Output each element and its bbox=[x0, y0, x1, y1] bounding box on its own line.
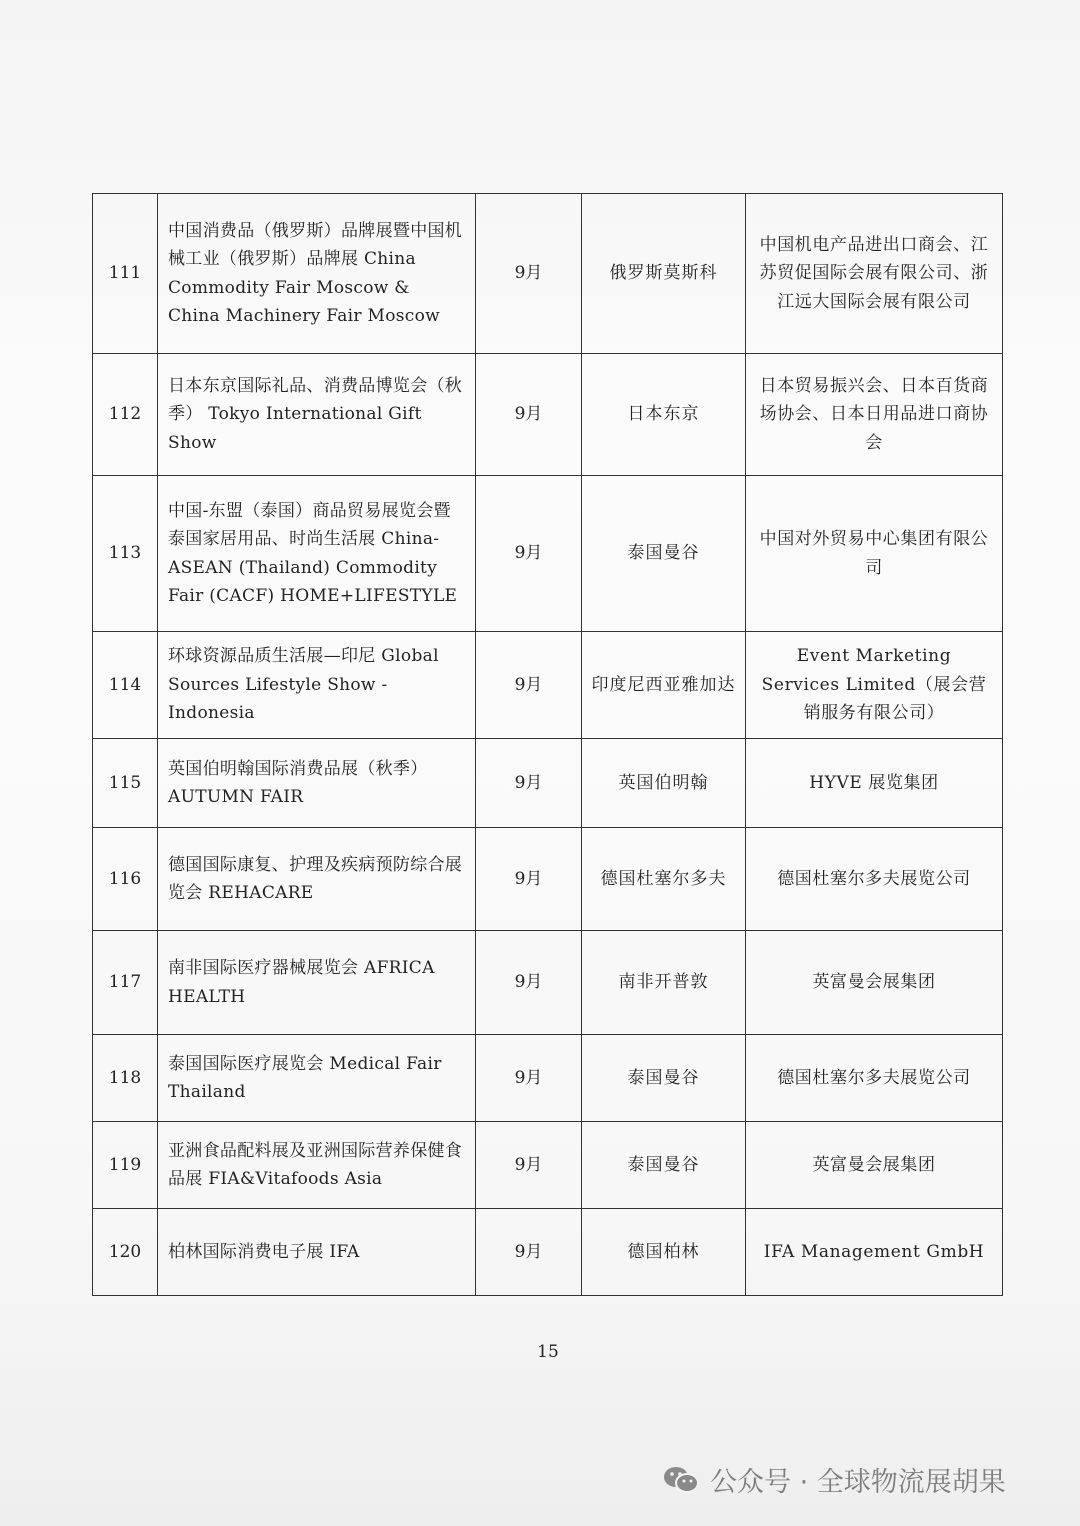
exhibition-month: 9月 bbox=[476, 354, 582, 476]
row-number: 120 bbox=[93, 1209, 158, 1296]
exhibition-organizer: 中国机电产品进出口商会、江苏贸促国际会展有限公司、浙江远大国际会展有限公司 bbox=[746, 194, 1003, 354]
exhibition-name: 中国消费品（俄罗斯）品牌展暨中国机械工业（俄罗斯）品牌展 China Commodity Fair Moscow & China Machinery Fair Moscow bbox=[158, 194, 476, 354]
row-number: 116 bbox=[93, 828, 158, 931]
exhibition-name: 泰国国际医疗展览会 Medical Fair Thailand bbox=[158, 1035, 476, 1122]
exhibition-name: 日本东京国际礼品、消费品博览会（秋季） Tokyo International Gift Show bbox=[158, 354, 476, 476]
exhibition-organizer: IFA Management GmbH bbox=[746, 1209, 1003, 1296]
exhibition-place: 日本东京 bbox=[582, 354, 746, 476]
exhibition-month: 9月 bbox=[476, 1209, 582, 1296]
table-row bbox=[93, 194, 1003, 354]
exhibition-name: 南非国际医疗器械展览会 AFRICA HEALTH bbox=[158, 931, 476, 1035]
exhibition-month: 9月 bbox=[476, 194, 582, 354]
table-row bbox=[93, 828, 1003, 931]
table-row bbox=[93, 1209, 1003, 1296]
exhibition-organizer: 德国杜塞尔多夫展览公司 bbox=[746, 1035, 1003, 1122]
exhibition-month: 9月 bbox=[476, 931, 582, 1035]
row-number: 112 bbox=[93, 354, 158, 476]
row-number: 113 bbox=[93, 476, 158, 632]
wechat-icon bbox=[662, 1464, 700, 1496]
exhibition-place: 泰国曼谷 bbox=[582, 476, 746, 632]
exhibition-place: 德国柏林 bbox=[582, 1209, 746, 1296]
table-row bbox=[93, 1122, 1003, 1209]
page-number: 15 bbox=[537, 1342, 559, 1362]
exhibition-organizer: 日本贸易振兴会、日本百货商场协会、日本日用品进口商协会 bbox=[746, 354, 1003, 476]
exhibition-table bbox=[92, 193, 1003, 1296]
row-number: 115 bbox=[93, 739, 158, 828]
table-row bbox=[93, 476, 1003, 632]
watermark-text: 公众号 · 全球物流展胡果 bbox=[710, 1467, 1006, 1498]
exhibition-month: 9月 bbox=[476, 1122, 582, 1209]
exhibition-name: 英国伯明翰国际消费品展（秋季） AUTUMN FAIR bbox=[158, 739, 476, 828]
row-number: 117 bbox=[93, 931, 158, 1035]
exhibition-place: 泰国曼谷 bbox=[582, 1035, 746, 1122]
exhibition-organizer: 德国杜塞尔多夫展览公司 bbox=[746, 828, 1003, 931]
exhibition-place: 德国杜塞尔多夫 bbox=[582, 828, 746, 931]
watermark bbox=[662, 1460, 1006, 1499]
exhibition-month: 9月 bbox=[476, 476, 582, 632]
exhibition-place: 英国伯明翰 bbox=[582, 739, 746, 828]
exhibition-name: 亚洲食品配料展及亚洲国际营养保健食品展 FIA&Vitafoods Asia bbox=[158, 1122, 476, 1209]
exhibition-month: 9月 bbox=[476, 632, 582, 739]
exhibition-month: 9月 bbox=[476, 1035, 582, 1122]
exhibition-name: 德国国际康复、护理及疾病预防综合展览会 REHACARE bbox=[158, 828, 476, 931]
table-row bbox=[93, 931, 1003, 1035]
exhibition-name: 环球资源品质生活展—印尼 Global Sources Lifestyle Show - Indonesia bbox=[158, 632, 476, 739]
row-number: 119 bbox=[93, 1122, 158, 1209]
exhibition-organizer: Event Marketing Services Limited（展会营销服务有限公司） bbox=[746, 632, 1003, 739]
exhibition-place: 印度尼西亚雅加达 bbox=[582, 632, 746, 739]
table-row bbox=[93, 632, 1003, 739]
exhibition-place: 俄罗斯莫斯科 bbox=[582, 194, 746, 354]
exhibition-organizer: 中国对外贸易中心集团有限公司 bbox=[746, 476, 1003, 632]
row-number: 114 bbox=[93, 632, 158, 739]
row-number: 111 bbox=[93, 194, 158, 354]
exhibition-name: 中国-东盟（泰国）商品贸易展览会暨泰国家居用品、时尚生活展 China-ASEAN (Thailand) Commodity Fair (CACF) HOME+LIFESTYLE bbox=[158, 476, 476, 632]
exhibition-organizer: 英富曼会展集团 bbox=[746, 931, 1003, 1035]
exhibition-name: 柏林国际消费电子展 IFA bbox=[158, 1209, 476, 1296]
table-row bbox=[93, 739, 1003, 828]
exhibition-place: 泰国曼谷 bbox=[582, 1122, 746, 1209]
exhibition-month: 9月 bbox=[476, 739, 582, 828]
exhibition-organizer: 英富曼会展集团 bbox=[746, 1122, 1003, 1209]
exhibition-organizer: HYVE 展览集团 bbox=[746, 739, 1003, 828]
table-row bbox=[93, 1035, 1003, 1122]
table-row bbox=[93, 354, 1003, 476]
exhibition-month: 9月 bbox=[476, 828, 582, 931]
row-number: 118 bbox=[93, 1035, 158, 1122]
exhibition-place: 南非开普敦 bbox=[582, 931, 746, 1035]
